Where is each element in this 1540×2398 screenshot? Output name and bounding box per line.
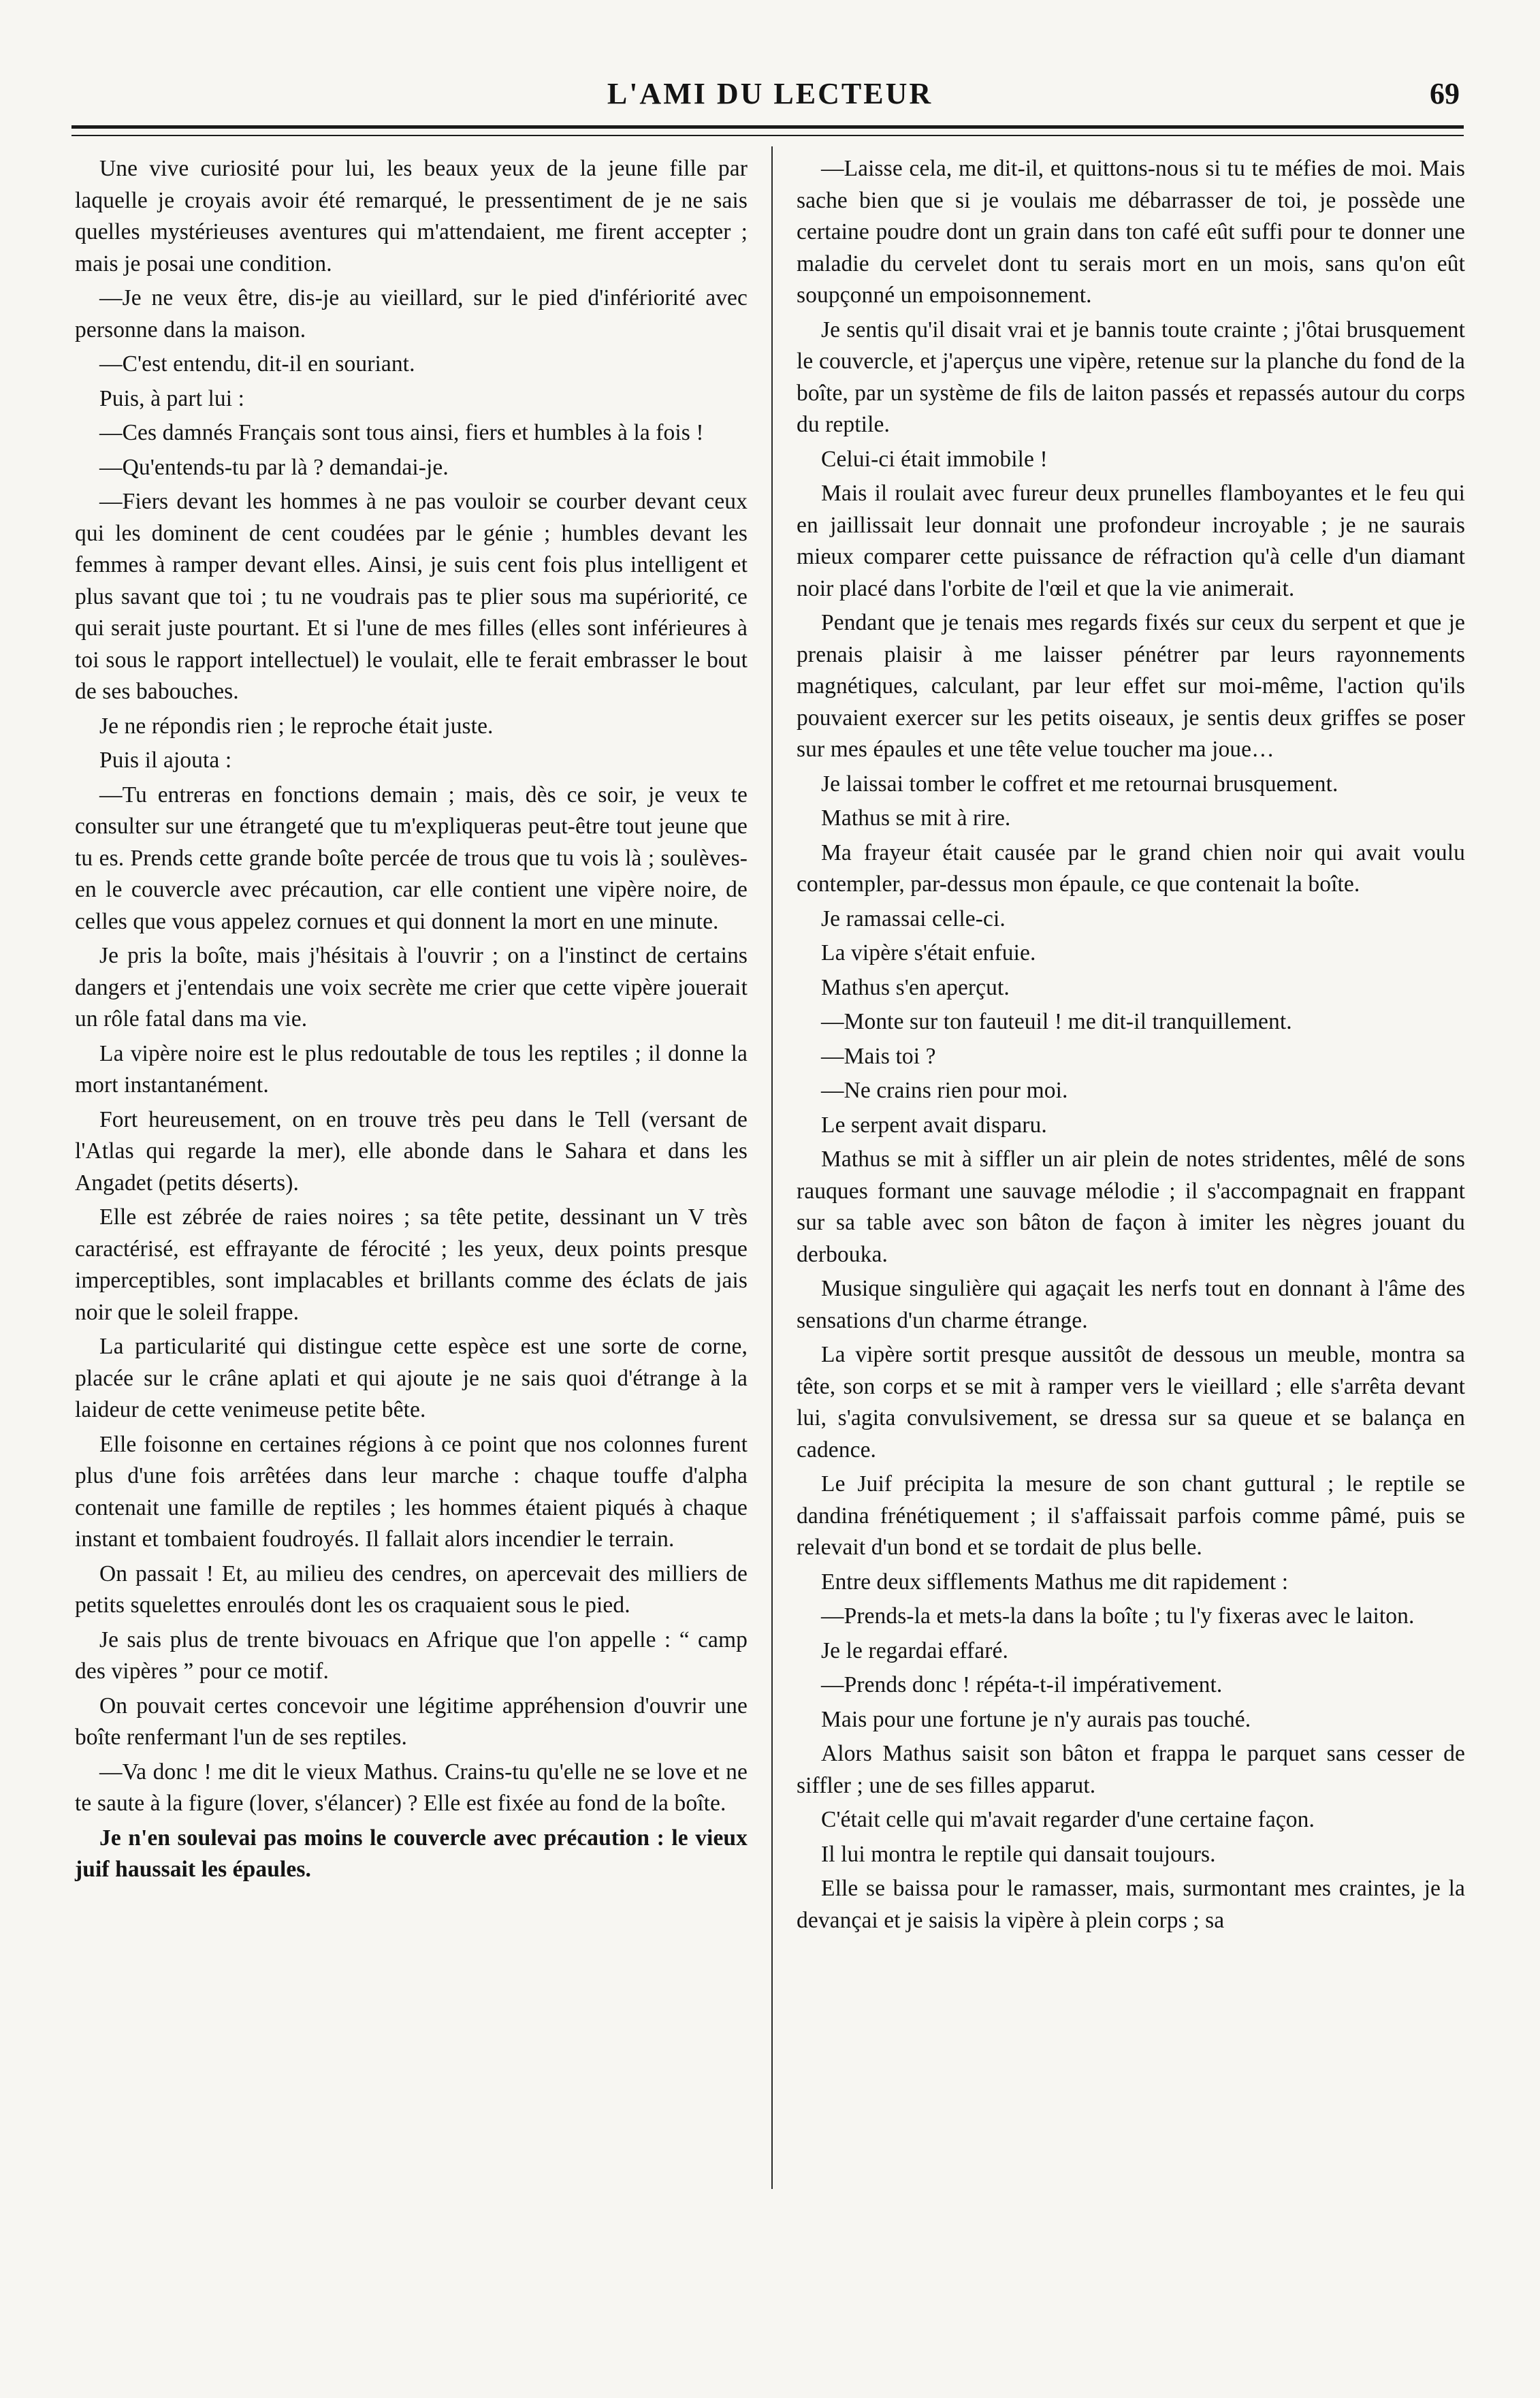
paragraph: —C'est entendu, dit-il en souriant. <box>99 351 415 377</box>
paragraph: —Prends-la et mets-la dans la boîte ; tu l'y fixeras avec le laiton. <box>821 1603 1415 1629</box>
paragraph: —Va donc ! me dit le vieux Mathus. Crains-tu qu'elle ne se love et ne te saute à la figure (lover, s'élancer) ? Elle est fixée au fond de la boîte. <box>75 1759 748 1816</box>
paragraph: Je le regardai effaré. <box>821 1637 1008 1663</box>
running-title: L'AMI DU LECTEUR <box>607 77 933 110</box>
paragraph: Elle se baissa pour le ramasser, mais, surmontant mes craintes, je la devançai et je saisis la vipère à plein corps ; sa <box>797 1876 1465 1933</box>
paragraph: Fort heureusement, on en trouve très peu dans le Tell (versant de l'Atlas qui regarde la mer), elle abonde dans le Sahara et dans les Angadet (petits déserts). <box>75 1106 748 1196</box>
paragraph: —Qu'entends-tu par là ? demandai-je. <box>99 454 449 480</box>
header-rule-thin <box>71 135 1464 136</box>
paragraph: Une vive curiosité pour lui, les beaux yeux de la jeune fille par laquelle je croyais avoir été remarqué, le pressentiment de je ne sais quelles mystérieuses aventures qui m'attendaient, me firent accepter ; mais je posai une condition. <box>75 156 748 276</box>
left-column <box>75 153 748 1889</box>
paragraph: Mais il roulait avec fureur deux prunelles flamboyantes et le feu qui en jaillissait leur donnait une profondeur incroyable ; je ne saurais mieux comparer cette puissance de réfraction qu'à celle d'un diamant noir placé dans l'orbite de l'œil et que la vie animerait. <box>797 481 1465 601</box>
column-divider <box>771 146 773 2189</box>
header-rule-thick <box>71 125 1464 129</box>
paragraph: Pendant que je tenais mes regards fixés sur ceux du serpent et que je prenais plaisir à me laisser pénétrer par leurs rayonnements magnétiques, calculant, par leur effet sur moi-même, l'action qu'ils pouvaient exercer sur les petits oiseaux, je sentis deux griffes se poser sur mes épaules et une tête velue toucher ma joue… <box>797 610 1465 762</box>
paragraph: Puis il ajouta : <box>99 748 232 773</box>
paragraph: Il lui montra le reptile qui dansait toujours. <box>821 1841 1216 1867</box>
paragraph: Je sais plus de trente bivouacs en Afrique que l'on appelle : “ camp des vipères ” pour ce motif. <box>75 1627 748 1684</box>
paragraph: Je pris la boîte, mais j'hésitais à l'ouvrir ; on a l'instinct de certains dangers et j'entendais une voix secrète me crier que cette vipère jouerait un rôle fatal dans ma vie. <box>75 943 748 1032</box>
paragraph: Je ne répondis rien ; le reproche était juste. <box>99 713 494 739</box>
paragraph: Mais pour une fortune je n'y aurais pas touché. <box>821 1706 1251 1732</box>
paragraph: La particularité qui distingue cette espèce est une sorte de corne, placée sur le crâne aplati et qui ajoute je ne sais quoi d'étrange à la laideur de cette venimeuse petite bête. <box>75 1334 748 1422</box>
paragraph: Le Juif précipita la mesure de son chant guttural ; le reptile se dandina frénétiquement ; il s'affaissait parfois comme pâmé, puis se relevait d'un bond et se tordait de plus belle. <box>797 1471 1465 1560</box>
paragraph: Alors Mathus saisit son bâton et frappa le parquet sans cesser de siffler ; une de ses filles apparut. <box>797 1741 1465 1798</box>
paragraph: —Monte sur ton fauteuil ! me dit-il tranquillement. <box>821 1009 1292 1034</box>
paragraph: Elle foisonne en certaines régions à ce point que nos colonnes furent plus d'une fois arrêtées dans leur marche : chaque touffe d'alpha contenait une famille de reptiles ; les hommes étaient piqués à chaque instant et tombaient foudroyés. Il fallait alors incendier le terrain. <box>75 1431 748 1552</box>
page-number: 69 <box>1430 77 1460 110</box>
paragraph: —Ces damnés Français sont tous ainsi, fiers et humbles à la fois ! <box>99 420 704 445</box>
paragraph: Puis, à part lui : <box>99 385 245 411</box>
paragraph: —Tu entreras en fonctions demain ; mais, dès ce soir, je veux te consulter sur une étrangeté que tu m'expliqueras peut-être tout jeune que tu es. Prends cette grande boîte percée de trous que tu vois là ; soulèves-en le couvercle avec précaution, car elle contient une vipère noire, de celles que vous appelez cornues et qui donnent la mort en une minute. <box>75 782 748 934</box>
paragraph: La vipère s'était enfuie. <box>821 940 1036 965</box>
paragraph: Mathus se mit à rire. <box>821 805 1011 831</box>
paragraph: On passait ! Et, au milieu des cendres, on apercevait des milliers de petits squelettes enroulés dont les os craquaient sous le pied. <box>75 1561 748 1618</box>
paragraph: Le serpent avait disparu. <box>821 1112 1047 1138</box>
paragraph: On pouvait certes concevoir une légitime appréhension d'ouvrir une boîte renfermant l'un de ses reptiles. <box>75 1693 748 1750</box>
paragraph: Celui-ci était immobile ! <box>821 446 1048 472</box>
paragraph: —Prends donc ! répéta-t-il impérativement. <box>821 1672 1223 1697</box>
paragraph: Mathus se mit à siffler un air plein de notes stridentes, mêlé de sons rauques formant une sauvage mélodie ; il s'accompagnait en frappant sur sa table avec son bâton de façon à imiter les nègres jouant du derbouka. <box>797 1147 1465 1267</box>
paragraph: —Ne crains rien pour moi. <box>821 1078 1068 1103</box>
paragraph: Entre deux sifflements Mathus me dit rapidement : <box>821 1569 1289 1595</box>
paragraph: Mathus s'en aperçut. <box>821 974 1010 1000</box>
paragraph: C'était celle qui m'avait regarder d'une certaine façon. <box>821 1807 1315 1832</box>
paragraph: Je laissai tomber le coffret et me retournai brusquement. <box>821 771 1338 797</box>
paragraph: La vipère noire est le plus redoutable de tous les reptiles ; il donne la mort instantanément. <box>75 1040 748 1098</box>
paragraph: Ma frayeur était causée par le grand chien noir qui avait voulu contempler, par-dessus mon épaule, ce que contenait la boîte. <box>797 840 1465 897</box>
paragraph: —Mais toi ? <box>821 1043 936 1069</box>
paragraph: Elle est zébrée de raies noires ; sa tête petite, dessinant un V très caractérisé, est effrayante de férocité ; les yeux, deux points presque imperceptibles, sont implacables et brillants comme des éclats de jais noir que le soleil frappe. <box>75 1204 748 1325</box>
paragraph: —Laisse cela, me dit-il, et quittons-nous si tu te méfies de moi. Mais sache bien que si je voulais me débarrasser de toi, je possède une certaine poudre dont un grain dans ton café eût suffi pour te donner une maladie du cervelet dont tu serais mort en un mois, sans qu'on eût soupçonné un empoisonnement. <box>797 156 1465 308</box>
paragraph: Je sentis qu'il disait vrai et je bannis toute crainte ; j'ôtai brusquement le couvercle, et j'aperçus une vipère, retenue sur la planche du fond de la boîte, par un système de fils de laiton passés et repassés autour du corps du reptile. <box>797 317 1465 437</box>
paragraph: Je ramassai celle-ci. <box>821 906 1006 931</box>
page-header <box>0 76 1540 117</box>
paragraph: La vipère sortit presque aussitôt de dessous un meuble, montra sa tête, son corps et se mit à ramper vers le vieillard ; elle s'arrêta devant lui, s'agita convulsivement, se dressa sur sa queue et se balança en cadence. <box>797 1342 1465 1462</box>
paragraph: Je n'en soulevai pas moins le couvercle avec précaution : le vieux juif haussait les épaules. <box>75 1825 748 1882</box>
right-column <box>797 153 1465 1939</box>
paragraph: —Fiers devant les hommes à ne pas vouloir se courber devant ceux qui les dominent de cent coudées par le génie ; humbles devant les femmes à ramper devant elles. Ainsi, je suis cent fois plus intelligent et plus savant que toi ; tu ne voudrais pas te plier sous ma supériorité, ce qui serait juste pourtant. Et si l'une de mes filles (elles sont inférieures à toi sous le rapport intellectuel) le voulait, elle te ferait embrasser le bout de ses babouches. <box>75 489 748 704</box>
paragraph: —Je ne veux être, dis-je au vieillard, sur le pied d'infériorité avec personne dans la maison. <box>75 285 748 342</box>
paragraph: Musique singulière qui agaçait les nerfs tout en donnant à l'âme des sensations d'un charme étrange. <box>797 1276 1465 1333</box>
